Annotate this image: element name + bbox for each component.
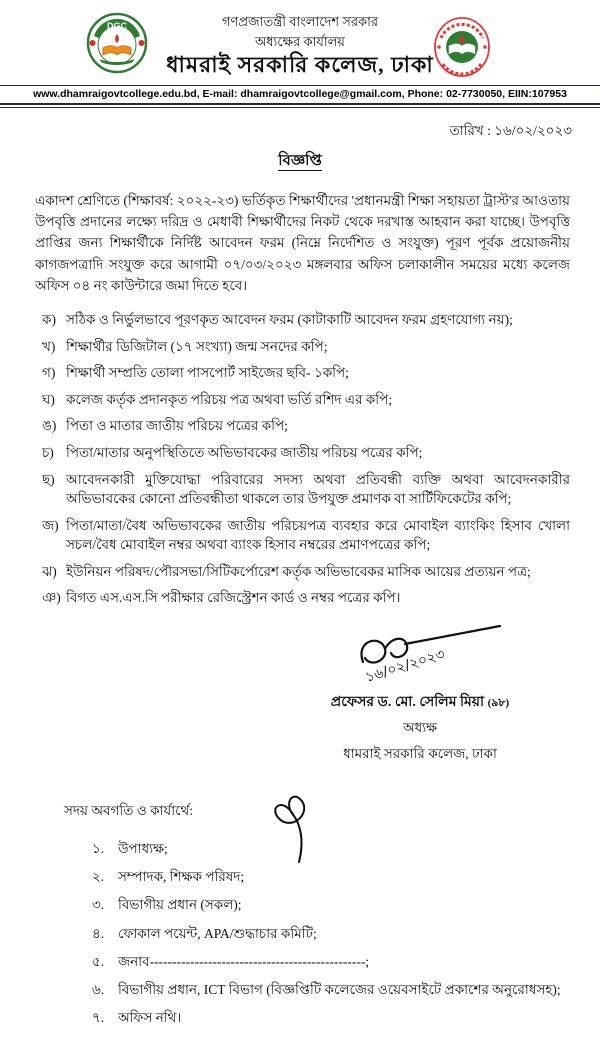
- principal-name: প্রফেসর ড. মো. সেলিম মিয়া (৯৮): [330, 694, 510, 710]
- college-logo-dgc-icon: [86, 12, 148, 79]
- principal-signature-icon: [315, 622, 525, 696]
- signature-handwritten-date: ১৬/০২/২০২৩: [363, 646, 447, 686]
- distribution-text: জনাব------------------------------------------------;: [118, 953, 370, 969]
- letterhead: [0, 0, 600, 108]
- requirement-label: ঘ): [42, 391, 55, 407]
- distribution-text: ফোকাল পয়েন্ট, APA/শুদ্ধাচার কমিটি;: [118, 925, 317, 941]
- requirement-text: শিক্ষার্থী সম্প্রতি তোলা পাসপোর্ট সাইজের ছবি- ১কপি;: [66, 365, 349, 381]
- distribution-list: [92, 839, 570, 1029]
- distribution-item: [92, 952, 570, 972]
- requirement-item: [42, 390, 570, 410]
- requirement-item: [42, 588, 570, 608]
- government-line: গণপ্রজাতন্ত্রী বাংলাদেশ সরকার: [221, 14, 379, 29]
- distribution-item: [92, 1008, 570, 1028]
- notice-body-paragraph: একাদশ শ্রেণিতে (শিক্ষাবর্ষ: ২০২২-২৩) ভর্তিকৃত শিক্ষার্থীদের 'প্রধানমন্ত্রী শিক্ষা সহায়তা ট্রাস্ট'র আওতায় উপবৃত্তি প্রদানের লক্ষ্যে দরিদ্র ও মেধাবী শিক্ষার্থীদের নিকট থেকে দরখাস্ত আহবান করা যাচ্ছে। উপবৃত্তি প্রাপ্তির জন্য শিক্ষার্থীকে নির্দিষ্ট আবেদন ফরম (নিম্নে নির্দেশিত ও সংযুক্ত) পূরণ পূর্বক প্রয়োজনীয় কাগজপত্রাদি সংযুক্ত করে আগামী ০৭/০৩/২০২৩ মঙ্গলবার অফিস চলাকালীন সময়ের মধ্যে কলেজ অফিস ০৪ নং কাউন্টারে জমা দিতে হবে।: [35, 192, 570, 293]
- distribution-number: ১.: [92, 840, 105, 856]
- requirement-text: বিগত এস.এস.সি পরীক্ষার রেজিস্ট্রেশন কার্ড ও নম্বর পত্রের কপি।: [66, 590, 401, 606]
- distribution-text: বিভাগীয় প্রধান (সকল);: [118, 897, 242, 913]
- requirement-label: ঙ): [42, 418, 57, 434]
- requirement-text: ইউনিয়ন পরিষদ/পৌরসভা/সিটিকর্পোরেশ কর্তৃক অভিভাবেকর মাসিক আয়ের প্রত্যয়ন পত্র;: [66, 563, 531, 579]
- requirement-label: ঞ): [42, 590, 61, 606]
- requirement-item: [42, 416, 570, 436]
- requirement-item: [42, 516, 570, 555]
- requirement-text: পিতা/মাতার অনুপস্থিতিতে অভিভাবকের জাতীয় পরিচয় পত্রের কপি;: [66, 445, 423, 461]
- principal-name-suffix: (৯৮): [487, 696, 510, 709]
- distribution-text: অফিস নথি।: [118, 1010, 182, 1026]
- requirement-text: পিতা/মাতা/বৈধ অভিভাবকের জাতীয় পরিচয়পত্র ব্যবহার করে মোবাইল ব্যাংকিং হিসাব খোলা সচল/বৈধ মোবাইল নম্বর অথবা ব্যাংক হিসাব নম্বরের প্রমাণপত্রের কপি;: [66, 517, 570, 553]
- requirement-text: শিক্ষার্থীর ডিজিটাল (১৭ সংখ্যা) জন্ম সনদের কপি;: [66, 338, 328, 354]
- svg-text:DGC: DGC: [107, 21, 127, 31]
- distribution-text: উপাধ্যক্ষ;: [118, 840, 168, 856]
- requirement-label: চ): [42, 445, 54, 461]
- contact-line: www.dhamraigovtcollege.edu.bd, E-mail: dhamraigovtcollege@gmail.com, Phone: 02-7730050, EIIN:107953: [33, 87, 567, 100]
- requirement-label: ছ): [42, 471, 55, 487]
- distribution-number: ৬.: [92, 982, 105, 998]
- requirement-label: গ): [42, 365, 56, 381]
- distribution-item: [92, 924, 570, 944]
- distribution-item: [92, 867, 570, 887]
- notice-title: বিজ্ঞপ্তি: [278, 152, 322, 169]
- requirement-text: পিতা ও মাতার জাতীয় পরিচয় পত্রের কপি;: [66, 418, 288, 434]
- distribution-number: ৩.: [92, 897, 105, 913]
- requirement-text: আবেদনকারী মুক্তিযোদ্ধা পরিবারের সদস্য অথবা প্রতিবন্ধী ব্যক্তি অথবা আবেদনকারীর অভিভাবকের কোনো প্রতিবন্ধীতা থাকলে তার উপযুক্ত প্রমাণক বা সার্টিফিকেটের কপি;: [66, 471, 570, 507]
- initial-scribble-icon: [264, 788, 320, 866]
- requirement-item: [42, 562, 570, 582]
- distribution-text: বিভাগীয় প্রধান, ICT বিভাগ (বিজ্ঞপ্তিটি কলেজের ওয়েবসাইটে প্রকাশের অনুরোধসহ);: [118, 982, 561, 998]
- requirement-label: ঝ): [42, 563, 57, 579]
- requirement-item: [42, 363, 570, 383]
- requirement-item: [42, 470, 570, 509]
- office-line: অধ্যক্ষের কার্যালয়: [255, 33, 345, 49]
- distribution-number: ৫.: [92, 953, 105, 969]
- distribution-number: ৪.: [92, 925, 105, 941]
- requirement-item: [42, 443, 570, 463]
- distribution-heading: সদয় অবগতি ও কার্যার্থে:: [64, 802, 194, 818]
- distribution-text: সম্পাদক, শিক্ষক পরিষদ;: [118, 869, 245, 885]
- header-rule-double: [0, 103, 600, 108]
- distribution-item: [92, 839, 570, 859]
- date-line: তারিখ : ১৬/০২/২০২৩: [449, 122, 572, 138]
- requirement-item: [42, 310, 570, 330]
- principal-designation: অধ্যক্ষ: [402, 719, 438, 735]
- distribution-number: ৭.: [92, 1010, 105, 1026]
- requirement-item: [42, 337, 570, 357]
- college-name: ধামরাই সরকারি কলেজ, ঢাকা: [166, 52, 434, 77]
- requirement-label: ক): [42, 312, 56, 328]
- trust-seal-logo-icon: [432, 16, 492, 85]
- requirement-label: খ): [42, 338, 56, 354]
- distribution-item: [92, 980, 570, 1000]
- requirement-text: কলেজ কর্তৃক প্রদানকৃত পরিচয় পত্র অথবা ভর্তি রশিদ এর কপি;: [66, 391, 393, 407]
- distribution-section: [64, 800, 570, 1029]
- requirement-text: সঠিক ও নির্ভুলভাবে পূরণকৃত আবেদন ফরম (কাটাকাটি আবেদন ফরম গ্রহণযোগ্য নয়);: [66, 312, 513, 328]
- distribution-item: [92, 895, 570, 915]
- distribution-number: ২.: [92, 869, 105, 885]
- requirements-list: [42, 310, 570, 608]
- principal-organization: ধামরাই সরকারি কলেজ, ঢাকা: [343, 745, 497, 761]
- signature-block: [270, 622, 570, 766]
- requirement-label: জ): [42, 517, 59, 533]
